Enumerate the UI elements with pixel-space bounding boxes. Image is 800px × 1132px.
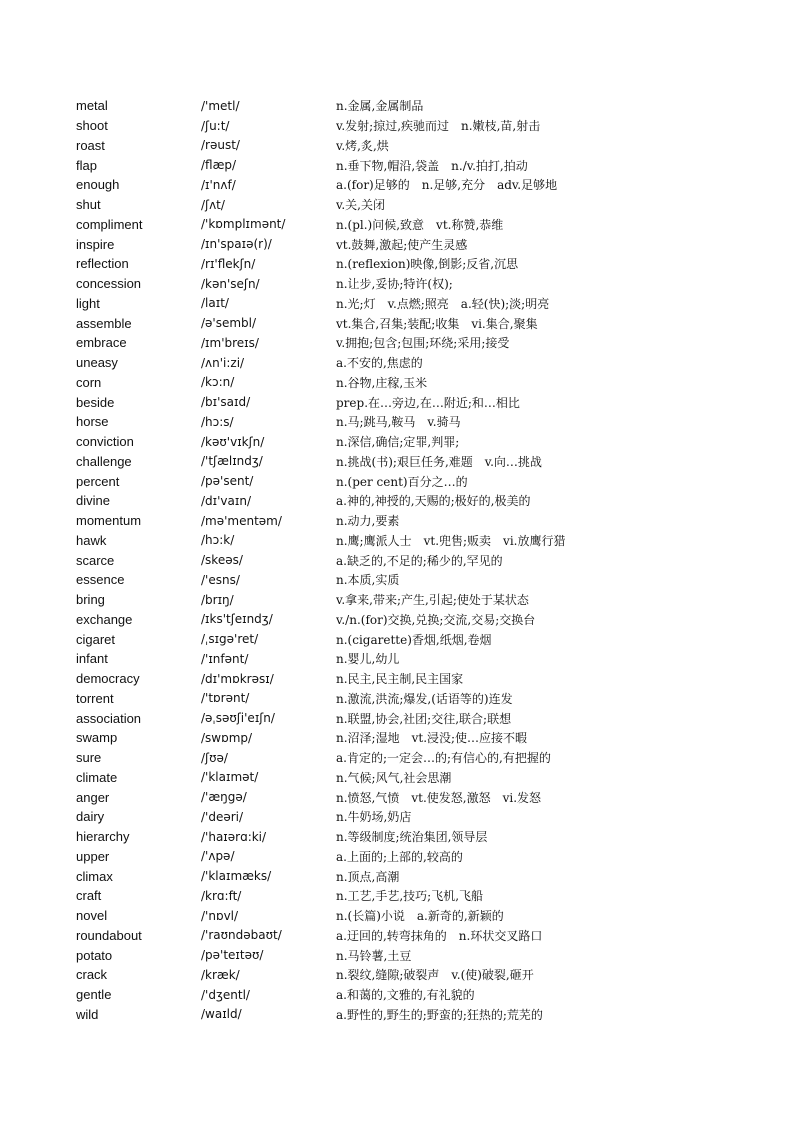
vocab-word: dairy bbox=[76, 809, 105, 825]
vocab-word: bring bbox=[76, 592, 105, 608]
vocab-word: challenge bbox=[76, 453, 132, 469]
vocab-definition: n.本质,实质 bbox=[336, 573, 400, 588]
vocab-row bbox=[76, 610, 776, 630]
vocab-phonetic: /ɪn'spaɪə(r)/ bbox=[201, 237, 272, 252]
vocab-definition: n.气候;风气,社会思潮 bbox=[336, 770, 452, 785]
vocab-phonetic: /dɪ'vaɪn/ bbox=[201, 493, 251, 508]
vocab-row bbox=[76, 96, 776, 116]
vocab-phonetic: /ʃʌt/ bbox=[201, 197, 225, 212]
vocab-phonetic: /'ɪnfənt/ bbox=[201, 651, 249, 666]
vocab-word: wild bbox=[76, 1006, 99, 1022]
vocab-word: cigaret bbox=[76, 631, 116, 647]
vocab-word: divine bbox=[76, 493, 110, 509]
vocab-word: climax bbox=[76, 868, 113, 884]
vocab-word: anger bbox=[76, 789, 110, 805]
vocab-word: corn bbox=[76, 374, 102, 390]
vocab-phonetic: /'raʊndəbaʊt/ bbox=[201, 928, 282, 943]
vocab-word: novel bbox=[76, 908, 108, 924]
vocab-definition: v.关,关闭 bbox=[336, 198, 385, 213]
vocab-row bbox=[76, 847, 776, 867]
vocab-definition: n.(reflexion)映像,倒影;反省,沉思 bbox=[336, 257, 519, 272]
vocab-definition: v.拥抱;包含;包围;环绕;采用;接受 bbox=[336, 336, 510, 351]
vocab-phonetic: /'haɪərɑ:ki/ bbox=[201, 829, 267, 844]
vocab-phonetic: /ʃu:t/ bbox=[201, 118, 230, 133]
vocab-row bbox=[76, 906, 776, 926]
vocab-phonetic: /rɪ'flekʃn/ bbox=[201, 256, 256, 271]
vocab-phonetic: /ɪ'nʌf/ bbox=[201, 177, 236, 192]
vocab-row bbox=[76, 886, 776, 906]
vocab-definition: n.民主,民主制,民主国家 bbox=[336, 672, 464, 687]
vocab-row bbox=[76, 768, 776, 788]
vocab-phonetic: /'dʒentl/ bbox=[201, 987, 250, 1002]
vocab-phonetic: /'tɒrənt/ bbox=[201, 691, 250, 706]
vocab-definition: n.等级制度;统治集团,领导层 bbox=[336, 830, 488, 845]
vocab-definition: v.烤,炙,烘 bbox=[336, 138, 389, 153]
vocab-phonetic: /ʌn'i:zi/ bbox=[201, 355, 245, 370]
vocab-row bbox=[76, 432, 776, 452]
vocab-definition: a.和蔼的,文雅的,有礼貌的 bbox=[336, 988, 475, 1003]
vocab-phonetic: /skeəs/ bbox=[201, 553, 243, 568]
vocab-definition: a.野性的,野生的;野蛮的;狂热的;荒芜的 bbox=[336, 1007, 543, 1022]
vocab-row bbox=[76, 274, 776, 294]
vocab-definition: n.光;灯 v.点燃;照亮 a.轻(快);淡;明亮 bbox=[336, 296, 550, 311]
vocab-phonetic: /ʃʊə/ bbox=[201, 750, 228, 765]
vocab-phonetic: /krɑ:ft/ bbox=[201, 888, 242, 903]
vocab-phonetic: /'esns/ bbox=[201, 572, 240, 587]
vocab-row bbox=[76, 728, 776, 748]
vocab-word: uneasy bbox=[76, 355, 118, 371]
vocab-definition: n.婴儿,幼儿 bbox=[336, 652, 400, 667]
vocab-phonetic: /dɪ'mɒkrəsɪ/ bbox=[201, 671, 274, 686]
vocab-definition: n.愤怒,气愤 vt.使发怒,激怒 vi.发怒 bbox=[336, 790, 542, 805]
vocab-word: assemble bbox=[76, 315, 132, 331]
vocab-phonetic: /swɒmp/ bbox=[201, 730, 253, 745]
vocab-phonetic: /waɪld/ bbox=[201, 1007, 242, 1022]
vocab-definition: vt.集合,召集;装配;收集 vi.集合,聚集 bbox=[336, 316, 538, 331]
vocab-definition: n.垂下物,帽沿,袋盖 n./v.拍打,拍动 bbox=[336, 158, 528, 173]
vocab-definition: v.发射;掠过,疾驰而过 n.嫩枝,苗,射击 bbox=[336, 119, 541, 134]
vocab-phonetic: /mə'mentəm/ bbox=[201, 513, 282, 528]
vocab-word: flap bbox=[76, 157, 97, 173]
vocab-word: beside bbox=[76, 394, 115, 410]
vocab-row bbox=[76, 412, 776, 432]
vocab-phonetic: /'klaɪmət/ bbox=[201, 770, 259, 785]
vocab-phonetic: /əˌsəʊʃi'eɪʃn/ bbox=[201, 711, 275, 726]
vocab-word: embrace bbox=[76, 335, 127, 351]
vocab-row bbox=[76, 155, 776, 175]
vocab-definition: n.鹰;鹰派人士 vt.兜售;贩卖 vi.放鹰行猎 bbox=[336, 533, 566, 548]
vocab-definition: n.顶点,高潮 bbox=[336, 869, 400, 884]
vocab-phonetic: /kræk/ bbox=[201, 967, 240, 982]
vocab-row bbox=[76, 985, 776, 1005]
vocab-phonetic: /flæp/ bbox=[201, 158, 237, 173]
vocab-phonetic: /kəʊ'vɪkʃn/ bbox=[201, 434, 265, 449]
vocab-word: metal bbox=[76, 98, 108, 114]
vocab-row bbox=[76, 116, 776, 136]
vocab-row bbox=[76, 234, 776, 254]
vocab-word: roast bbox=[76, 137, 105, 153]
vocab-phonetic: /laɪt/ bbox=[201, 296, 229, 311]
vocab-word: exchange bbox=[76, 611, 133, 627]
vocab-definition: n.联盟,协会,社团;交往,联合;联想 bbox=[336, 711, 512, 726]
vocab-definition: vt.鼓舞,激起;使产生灵感 bbox=[336, 237, 468, 252]
vocab-phonetic: /ɪks'tʃeɪndʒ/ bbox=[201, 612, 273, 627]
vocab-row bbox=[76, 689, 776, 709]
vocab-row bbox=[76, 175, 776, 195]
vocabulary-list bbox=[76, 96, 776, 1024]
vocab-phonetic: /'nɒvl/ bbox=[201, 908, 239, 923]
vocab-word: upper bbox=[76, 848, 110, 864]
vocab-definition: n.挑战(书);艰巨任务,难题 v.向…挑战 bbox=[336, 454, 542, 469]
vocab-word: hawk bbox=[76, 532, 107, 548]
vocab-row bbox=[76, 1005, 776, 1025]
vocab-phonetic: /'metl/ bbox=[201, 98, 240, 113]
vocab-word: essence bbox=[76, 572, 125, 588]
vocab-word: momentum bbox=[76, 513, 142, 529]
vocab-word: scarce bbox=[76, 552, 115, 568]
vocab-definition: n.让步,妥协;特许(权); bbox=[336, 277, 453, 292]
vocab-phonetic: /'æŋgə/ bbox=[201, 790, 247, 805]
vocab-row bbox=[76, 965, 776, 985]
vocab-row bbox=[76, 570, 776, 590]
vocab-definition: prep.在…旁边,在…附近;和…相比 bbox=[336, 395, 520, 410]
vocab-definition: n.牛奶场,奶店 bbox=[336, 810, 412, 825]
vocab-word: percent bbox=[76, 473, 120, 489]
vocab-phonetic: /'tʃælɪndʒ/ bbox=[201, 454, 263, 469]
vocab-definition: a.(for)足够的 n.足够,充分 adv.足够地 bbox=[336, 178, 558, 193]
vocab-row bbox=[76, 373, 776, 393]
vocab-definition: a.缺乏的,不足的;稀少的,罕见的 bbox=[336, 553, 503, 568]
vocab-word: democracy bbox=[76, 671, 140, 687]
vocab-row bbox=[76, 926, 776, 946]
vocab-definition: v./n.(for)交换,兑换;交流,交易;交换台 bbox=[336, 612, 536, 627]
vocab-row bbox=[76, 392, 776, 412]
vocab-phonetic: /'deəri/ bbox=[201, 809, 244, 824]
vocab-definition: a.不安的,焦虑的 bbox=[336, 356, 423, 371]
vocab-phonetic: /hɔ:k/ bbox=[201, 533, 235, 548]
vocab-phonetic: /rəust/ bbox=[201, 138, 240, 153]
vocab-definition: n.(per cent)百分之…的 bbox=[336, 474, 468, 489]
vocab-phonetic: /brɪŋ/ bbox=[201, 592, 234, 607]
vocab-definition: n.深信,确信;定罪,判罪; bbox=[336, 435, 460, 450]
vocab-word: horse bbox=[76, 414, 109, 430]
vocab-row bbox=[76, 708, 776, 728]
vocab-row bbox=[76, 333, 776, 353]
vocab-word: potato bbox=[76, 947, 113, 963]
vocab-word: roundabout bbox=[76, 927, 142, 943]
vocab-row bbox=[76, 590, 776, 610]
vocab-phonetic: /pə'sent/ bbox=[201, 474, 254, 489]
vocab-word: association bbox=[76, 710, 142, 726]
vocab-definition: n.裂纹,缝隙;破裂声 v.(使)破裂,砸开 bbox=[336, 968, 534, 983]
vocab-definition: n.(长篇)小说 a.新奇的,新颖的 bbox=[336, 909, 504, 924]
vocab-row bbox=[76, 511, 776, 531]
vocab-phonetic: /kɔ:n/ bbox=[201, 375, 235, 390]
vocab-row bbox=[76, 945, 776, 965]
vocab-row bbox=[76, 491, 776, 511]
vocab-definition: n.金属,金属制品 bbox=[336, 99, 424, 114]
vocab-phonetic: /ə'sembl/ bbox=[201, 316, 257, 331]
vocab-phonetic: /ɪm'breɪs/ bbox=[201, 335, 259, 350]
vocab-row bbox=[76, 195, 776, 215]
vocab-word: gentle bbox=[76, 987, 112, 1003]
vocab-definition: n.马铃薯,土豆 bbox=[336, 948, 412, 963]
vocab-word: infant bbox=[76, 651, 108, 667]
vocab-row bbox=[76, 353, 776, 373]
vocab-row bbox=[76, 313, 776, 333]
vocab-phonetic: /bɪ'saɪd/ bbox=[201, 395, 251, 410]
vocab-definition: a.迂回的,转弯抹角的 n.环状交叉路口 bbox=[336, 928, 543, 943]
vocab-definition: n.动力,要素 bbox=[336, 514, 400, 529]
vocab-row bbox=[76, 629, 776, 649]
vocab-definition: a.神的,神授的,天赐的;极好的,极美的 bbox=[336, 494, 531, 509]
vocab-row bbox=[76, 807, 776, 827]
vocab-word: crack bbox=[76, 967, 108, 983]
vocab-definition: n.激流,洪流;爆发,(话语等的)连发 bbox=[336, 691, 513, 706]
vocab-word: compliment bbox=[76, 216, 143, 232]
vocab-phonetic: /ˌsɪgə'ret/ bbox=[201, 632, 259, 647]
vocab-row bbox=[76, 866, 776, 886]
vocab-definition: n.沼泽;湿地 vt.浸没;使…应接不暇 bbox=[336, 731, 528, 746]
vocab-word: sure bbox=[76, 750, 102, 766]
vocab-phonetic: /hɔ:s/ bbox=[201, 414, 234, 429]
vocab-word: torrent bbox=[76, 690, 114, 706]
vocab-definition: a.上面的;上部的,较高的 bbox=[336, 849, 463, 864]
vocab-phonetic: /kən'seʃn/ bbox=[201, 276, 260, 291]
vocab-row bbox=[76, 748, 776, 768]
vocab-row bbox=[76, 294, 776, 314]
vocab-row bbox=[76, 787, 776, 807]
vocab-definition: n.(cigarette)香烟,纸烟,卷烟 bbox=[336, 632, 492, 647]
vocab-row bbox=[76, 550, 776, 570]
vocab-word: shoot bbox=[76, 118, 108, 134]
vocab-row bbox=[76, 452, 776, 472]
vocab-word: light bbox=[76, 295, 100, 311]
vocab-word: reflection bbox=[76, 256, 129, 272]
vocab-phonetic: /pə'teɪtəʊ/ bbox=[201, 948, 264, 963]
vocab-row bbox=[76, 254, 776, 274]
vocab-definition: n.(pl.)问候,致意 vt.称赞,恭维 bbox=[336, 217, 504, 232]
vocab-word: swamp bbox=[76, 730, 118, 746]
vocab-phonetic: /'ʌpə/ bbox=[201, 849, 235, 864]
vocab-row bbox=[76, 471, 776, 491]
vocab-word: craft bbox=[76, 888, 102, 904]
vocab-word: inspire bbox=[76, 236, 115, 252]
vocab-row bbox=[76, 136, 776, 156]
vocab-definition: n.马;跳马,鞍马 v.骑马 bbox=[336, 415, 461, 430]
vocab-phonetic: /'klaɪmæks/ bbox=[201, 869, 272, 884]
vocab-definition: n.工艺,手艺,技巧;飞机,飞船 bbox=[336, 889, 484, 904]
vocab-word: concession bbox=[76, 276, 142, 292]
vocab-definition: a.肯定的;一定会…的;有信心的,有把握的 bbox=[336, 751, 551, 766]
vocab-definition: v.拿来,带来;产生,引起;使处于某状态 bbox=[336, 593, 529, 608]
vocab-row bbox=[76, 531, 776, 551]
vocab-word: hierarchy bbox=[76, 829, 130, 845]
vocab-word: climate bbox=[76, 769, 118, 785]
vocab-row bbox=[76, 215, 776, 235]
vocab-row bbox=[76, 827, 776, 847]
vocab-row bbox=[76, 649, 776, 669]
vocab-definition: n.谷物,庄稼,玉米 bbox=[336, 375, 428, 390]
vocab-word: conviction bbox=[76, 434, 134, 450]
vocab-phonetic: /'kɒmplɪmənt/ bbox=[201, 217, 286, 232]
vocab-word: enough bbox=[76, 177, 120, 193]
vocab-word: shut bbox=[76, 197, 101, 213]
vocab-row bbox=[76, 669, 776, 689]
